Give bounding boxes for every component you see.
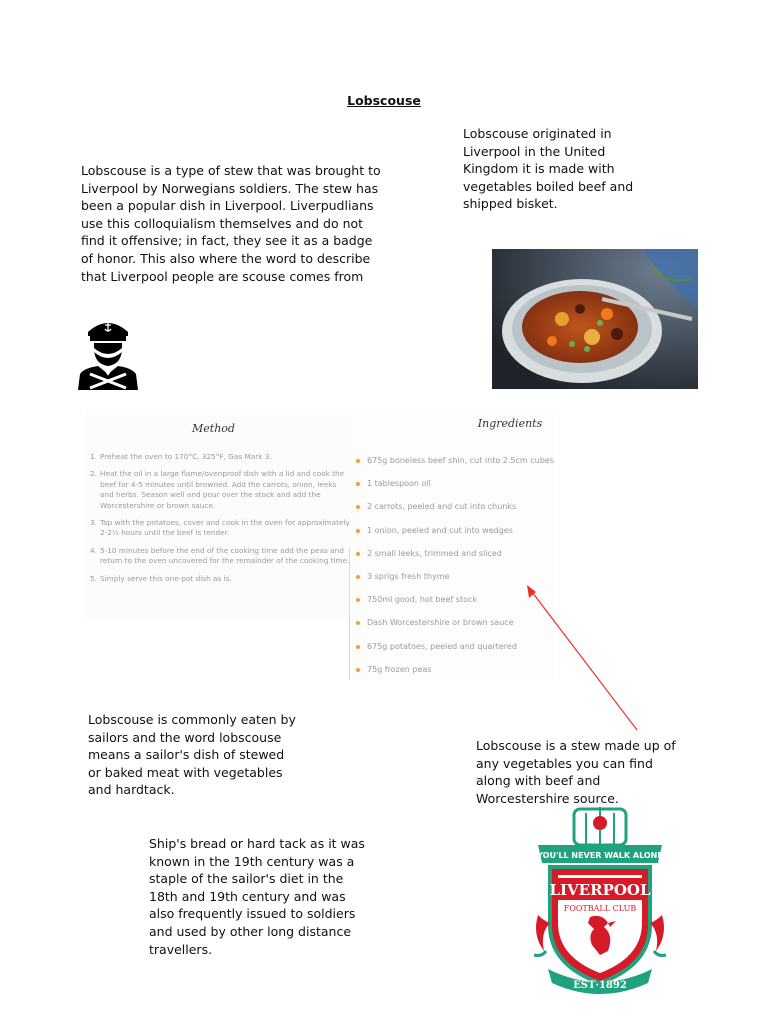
method-list (90, 452, 352, 591)
crest-est: EST·1892 (573, 980, 627, 991)
ingredient-item: 1 tablespoon oil (356, 479, 561, 502)
sailor-captain-icon (74, 316, 142, 392)
bullet-dot-icon (356, 505, 360, 509)
bullet-dot-icon (356, 598, 360, 602)
method-step: 5. Simply serve this one-pot dish as is. (90, 573, 232, 583)
crest-club-sub: FOOTBALL CLUB (563, 904, 637, 913)
origin-paragraph: Lobscouse originated in Liverpool in the United Kingdom it is made with vegetables boiled beef and shipped bisket. (463, 126, 634, 212)
annotation-arrow (500, 560, 660, 760)
method-step: 4. 5-10 minutes before the end of the cooking time add the peas and return to the oven uncovered for the remainder of the cooking time. (90, 545, 350, 566)
bullet-dot-icon (356, 459, 360, 463)
method-step: 3. Top with the potatoes, cover and cook in the oven for approximately 2-2½ hours until the beef is tender. (90, 518, 350, 538)
bullet-dot-icon (356, 552, 360, 556)
ingredient-item: Dash Worcestershire or brown sauce (356, 618, 561, 641)
stew-bowl-photo (492, 249, 698, 389)
ingredient-item: 3 sprigs fresh thyme (356, 572, 561, 595)
crest-club-name: LIVERPOOL (549, 881, 651, 899)
hardtack-paragraph: Ship's bread or hard tack as it was known in the 19th century was a staple of the sailor's diet in the 18th and 19th century and was also frequently issued to soldiers and used by other long distance travellers. (149, 836, 365, 957)
ingredient-item: 75g frozen peas (356, 665, 561, 688)
ingredient-item: 675g boneless beef shin, cut into 2.5cm cubes (356, 456, 561, 479)
method-heading: Method (192, 422, 235, 435)
bullet-dot-icon (356, 482, 360, 486)
ingredient-item: 675g potatoes, peeled and quartered (356, 642, 561, 665)
crest-banner-text: YOU'LL NEVER WALK ALONE (537, 851, 663, 860)
intro-paragraph: Lobscouse is a type of stew that was brought to Liverpool by Norwegians soldiers. The stew has been a popular dish in Liverpool. Liverpudlians use this colloquialism themselves and do not find it offensive; in fact, they see it as a badge of honor. This also where the word to describe that Liverpool people are scouse comes from (81, 163, 381, 284)
ingredient-item: 2 small leeks, trimmed and sliced (356, 549, 561, 572)
bullet-dot-icon (356, 668, 360, 672)
bullet-dot-icon (356, 645, 360, 649)
ingredients-heading: Ingredients (477, 417, 543, 430)
method-step: 2. Heat the oil in a large flame/ovenproof dish with a lid and cook the beef for 4-5 minutes until browned. Add the carrots, onion, leeks and herbs. Season well and pour over the stock and add the Worcestershire or brown sauce. (90, 469, 345, 510)
page-title: Lobscouse (347, 93, 421, 108)
ingredient-item: 1 onion, peeled and cut into wedges (356, 526, 561, 549)
ingredient-item: 2 carrots, peeled and cut into chunks (356, 502, 561, 525)
ingredient-item: 750ml good, hot beef stock (356, 595, 561, 618)
method-step: 1. Preheat the oven to 170°C, 325°F, Gas Mark 3. (90, 452, 272, 461)
sailor-paragraph: Lobscouse is commonly eaten by sailors and the word lobscouse means a sailor's dish of stewed or baked meat with vegetables and hardtack. (88, 712, 296, 798)
bullet-dot-icon (356, 575, 360, 579)
bullet-dot-icon (356, 529, 360, 533)
liverpool-fc-crest (530, 805, 670, 995)
stew-paragraph: Lobscouse is a stew made up of any vegetables you can find along with beef and Worcestershire source. (476, 738, 676, 806)
bullet-dot-icon (356, 621, 360, 625)
ingredients-divider (349, 548, 350, 680)
